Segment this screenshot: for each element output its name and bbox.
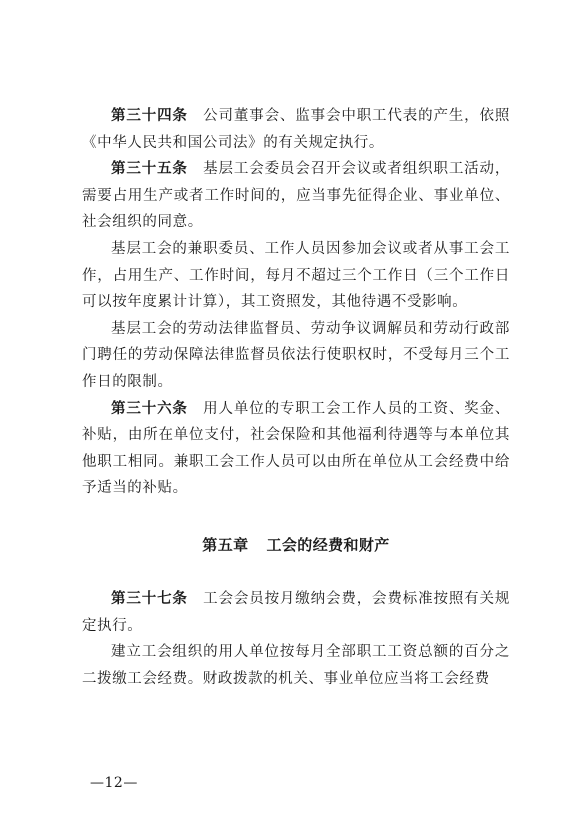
- article-37-paragraph-2: [82, 639, 510, 692]
- chapter-heading: [82, 532, 510, 558]
- article-number: 第三十六条: [111, 400, 188, 417]
- article-37: [82, 586, 510, 639]
- paragraph-text: 基层工会的兼职委员、工作人员因参加会议或者从事工会工作，占用生产、工作时间，每月不超过三个工作日（三个工作日可以按年度累计计算），其工资照发，其他待遇不受影响。: [82, 240, 510, 311]
- article-35: [82, 156, 510, 236]
- paragraph-text: 基层工会的劳动法律监督员、劳动争议调解员和劳动行政部门聘任的劳动保障法律监督员依法行使职权时，不受每月三个工作日的限制。: [82, 320, 510, 390]
- chapter-title: 工会的经费和财产: [266, 535, 390, 554]
- article-text: 用人单位的专职工会工作人员的工资、奖金、补贴，由所在单位支付，社会保险和其他福利待遇等与本单位其他职工相同。兼职工会工作人员可以由所在单位从工会经费中给予适当的补贴。: [82, 400, 510, 497]
- article-number: 第三十五条: [111, 161, 188, 178]
- article-number: 第三十四条: [111, 108, 188, 124]
- article-35-paragraph-2: [82, 236, 510, 316]
- paragraph-text: 建立工会组织的用人单位按每月全部职工工资总额的百分之二拨缴工会经费。财政拨款的机关、事业单位应当将工会经费: [82, 644, 510, 687]
- article-35-paragraph-3: [82, 316, 510, 396]
- document-body: [82, 103, 510, 692]
- article-text: 公司董事会、监事会中职工代表的产生，依照《中华人民共和国公司法》的有关规定执行。: [82, 108, 510, 151]
- chapter-number: 第五章: [202, 535, 249, 554]
- article-number: 第三十七条: [111, 590, 188, 607]
- page-number: —12—: [90, 775, 138, 791]
- article-text: 基层工会委员会召开会议或者组织职工活动，需要占用生产或者工作时间的，应当事先征得企业、事业单位、社会组织的同意。: [82, 161, 510, 231]
- article-text: 工会会员按月缴纳会费，会费标准按照有关规定执行。: [82, 590, 510, 634]
- article-36: [82, 396, 510, 502]
- article-34: [82, 103, 510, 156]
